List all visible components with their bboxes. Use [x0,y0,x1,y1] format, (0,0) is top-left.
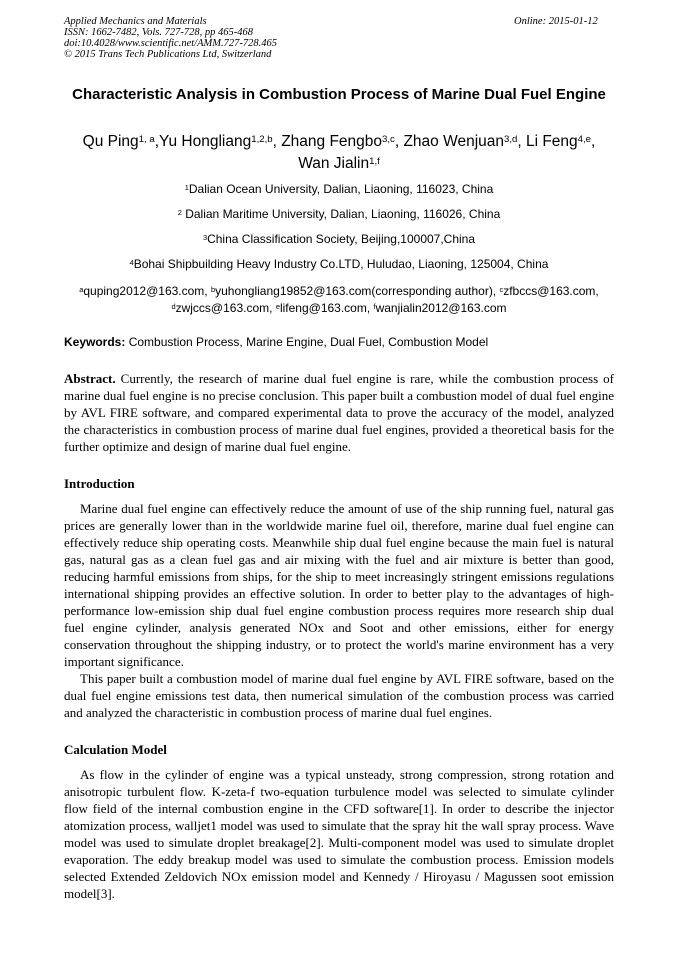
journal-name: Applied Mechanics and Materials [64,16,207,27]
section-heading-introduction: Introduction [64,476,135,491]
affiliation-text: Bohai Shipbuilding Heavy Industry Co.LTD, Huludao, Liaoning, 125004, China [133,257,549,271]
email-mark: b [210,284,216,294]
journal-header [64,16,277,60]
affiliation-mark: 3 [202,232,208,242]
author-affil-mark: 3,d [504,133,518,145]
email-mark: a [79,284,84,294]
affiliation-text: China Classification Society, Beijing,100007,China [207,232,476,246]
email-mark: e [275,301,280,311]
affiliation-text: Dalian Maritime University, Dalian, Liaoning, 116026, China [181,207,501,221]
introduction-paragraph-2: This paper built a combustion model of marine dual fuel engine by AVL FIRE software, based on the dual fuel engine emissions test data, then numerical simulation of the combustion process was carried and analyzed the characteristic in combustion process of marine dual fuel engines. [64,671,614,720]
author-name: Qu Ping [82,133,139,150]
affiliation-mark: 1 [184,182,189,192]
affiliation-4 [64,257,614,271]
author-affil-mark: 1, a [138,133,155,145]
affiliation-3 [64,232,614,246]
author-affil-mark: 3,c [382,133,395,145]
affiliation-mark: 2 [177,207,182,217]
author-separator: , [154,133,160,150]
email-address: wanjialin2012@163.com [375,301,507,315]
keywords [64,335,614,349]
author-emails [64,283,614,317]
affiliation-text: Dalian Ocean University, Dalian, Liaoning, 116023, China [188,182,494,196]
author-affil-mark: 1,f [369,155,380,167]
keywords-text: Combustion Process, Marine Engine, Dual Fuel, Combustion Model [125,335,489,349]
author-separator: , [272,133,282,150]
doi-line: doi:10.4028/www.scientific.net/AMM.727-728.465 [64,38,277,49]
author-name: Zhang Fengbo [281,133,383,150]
author-name: Li Feng [525,133,578,150]
online-date: Online: 2015-01-12 [514,16,598,27]
paper-title: Characteristic Analysis in Combustion Process of Marine Dual Fuel Engine [72,86,606,103]
affiliation-1 [64,182,614,196]
author-affil-mark: 1,2,b [251,133,273,145]
email-address: lifeng@163.com, [279,301,374,315]
keywords-label: Keywords: [64,335,126,349]
copyright-line: © 2015 Trans Tech Publications Ltd, Switzerland [64,49,272,60]
abstract [64,370,614,455]
issn-line: ISSN: 1662-7482, Vols. 727-728, pp 465-468 [64,27,253,38]
affiliation-mark: 4 [129,257,134,267]
email-mark: d [171,301,176,311]
affiliation-2 [64,207,614,221]
author-separator: , [517,133,526,150]
calculation-model-paragraph: As flow in the cylinder of engine was a typical unsteady, strong compression, strong rotation and anisotropic turbulent flow. K-zeta-f two-equation turbulence model was selected to simulate cylinder flow field of the internal combustion engine in the CFD software[1]. In order to describe the injector atomization process, walljet1 model was used to simulate that the spray hit the wall spray process. Wave model was used to simulate droplet breakage[2]. Multi-component model was used to simulate droplet evaporation. The eddy breakup model was used to simulate the combustion process. Emission models selected Extended Zeldovich NOx emission model and Kennedy / Hiroyasu / Magussen soot emission model[3]. [64,767,614,901]
section-heading-calculation-model: Calculation Model [64,742,167,757]
email-address: zwjccs@163.com, [175,301,276,315]
email-address: yuhongliang19852@163.com(corresponding author), [215,284,500,298]
author-name: Yu Hongliang [159,133,252,150]
email-address: zfbccs@163.com, [503,284,599,298]
author-name: Wan Jialin [298,155,370,172]
author-name: Zhao Wenjuan [403,133,504,150]
email-mark: c [499,284,504,294]
abstract-text: Currently, the research of marine dual fuel engine is rare, while the combustion process of marine dual fuel engine is no precise conclusion. This paper built a combustion model of dual fuel engine by AVL FIRE software, and compared experimental data to prove the accuracy of the model, analyzed the characteristics in combustion process of marine dual fuel engines, provided a theoretical basis for the further optimize and design of marine dual fuel engine. [64,371,614,454]
introduction-paragraph-1: Marine dual fuel engine can effectively reduce the amount of use of the ship running fuel, natural gas prices are generally lower than in the worldwide marine fuel oil, therefore, marine dual fuel engine can effectively reduce ship operating costs. Meanwhile ship dual fuel engine because the main fuel is natural gas, natural gas as a clean fuel gas and air mixing with the fuel and air mixture is better than good, reducing harmful emissions from ships, for the ship to meet increasingly stringent emissions regulations international shipping provides an effective solution. In order to better play to the advantages of high-performance low-emission ship dual fuel engine combustion process requires more research ship dual fuel engine cylinder, analysis generated NOx and Soot and other emissions, either for energy conservation throughout the shipping industry, or to protect the world's marine environment has a very important significance. [64,501,614,669]
author-separator: , [394,133,404,150]
email-mark: f [373,301,376,311]
abstract-label: Abstract. [64,371,116,386]
author-affil-mark: 4,e [577,133,592,145]
email-address: quping2012@163.com, [83,284,211,298]
author-separator: , [591,133,596,150]
author-list [64,131,614,175]
